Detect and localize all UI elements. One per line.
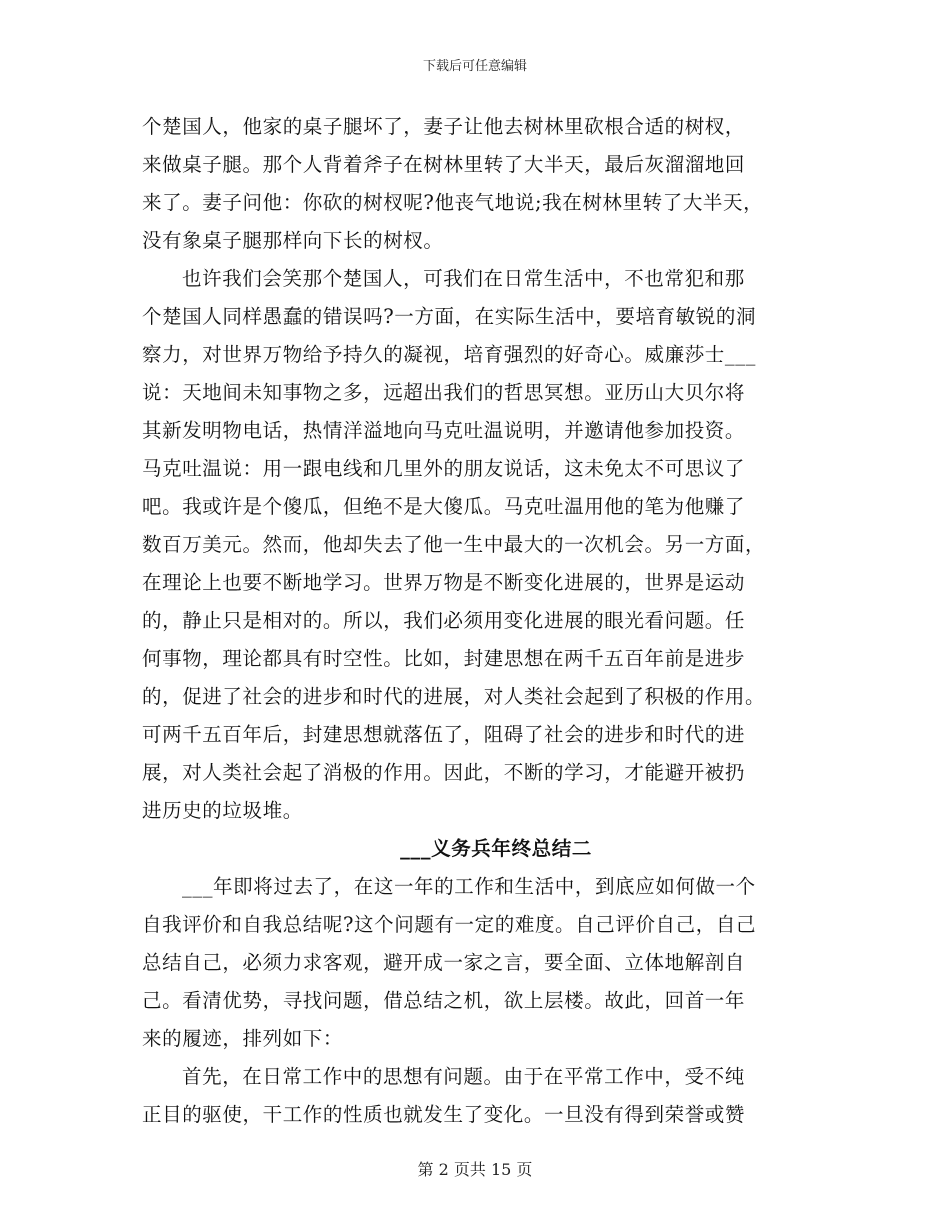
text-line: 没有象桌子腿那样向下长的树杈。 — [142, 229, 444, 252]
text-line: 在理论上也要不断地学习。世界万物是不断变化进展的，世界是运动 — [142, 571, 746, 594]
page-footer: 第 2 页共 15 页 — [417, 1160, 533, 1179]
text-line: 察力，对世界万物给予持久的凝视，培育强烈的好奇心。威廉莎士___ — [142, 343, 756, 366]
text-line: 来了。妻子问他：你砍的树杈呢?他丧气地说;我在树林里转了大半天， — [142, 191, 764, 214]
text-line: 的，促进了社会的进步和时代的进展，对人类社会起到了积极的作用。 — [142, 685, 766, 708]
text-line: 其新发明物电话，热情洋溢地向马克吐温说明，并邀请他参加投资。 — [142, 419, 746, 442]
text-line: 何事物，理论都具有时空性。比如，封建思想在两千五百年前是进步 — [142, 647, 746, 670]
text-line: 说：天地间未知事物之多，远超出我们的哲思冥想。亚历山大贝尔将 — [142, 381, 746, 404]
text-line: 自我评价和自我总结呢?这个问题有一定的难度。自己评价自己，自己 — [142, 913, 757, 936]
text-line: 进历史的垃圾堆。 — [142, 799, 303, 822]
text-line: 可两千五百年后，封建思想就落伍了，阻碍了社会的进步和时代的进 — [142, 723, 746, 746]
text-line: 数百万美元。然而，他却失去了他一生中最大的一次机会。另一方面， — [142, 533, 766, 556]
text-line: 总结自己，必须力求客观，避开成一家之言，要全面、立体地解剖自 — [142, 951, 746, 974]
text-line: 展，对人类社会起了消极的作用。因此，不断的学习，才能避开被扔 — [142, 761, 746, 784]
text-line: 己。看清优势，寻找问题，借总结之机，欲上层楼。故此，回首一年 — [142, 989, 746, 1012]
text-line: 正目的驱使，干工作的性质也就发生了变化。一旦没有得到荣誉或赞 — [142, 1103, 746, 1126]
text-line: 马克吐温说：用一跟电线和几里外的朋友说话，这未免太不可思议了 — [142, 457, 746, 480]
section-heading: ___义务兵年终总结二 — [400, 837, 592, 860]
text-line: 个楚国人，他家的桌子腿坏了，妻子让他去树林里砍根合适的树杈， — [142, 115, 746, 138]
page-header: 下载后可任意编辑 — [422, 59, 527, 74]
text-line: 来做桌子腿。那个人背着斧子在树林里转了大半天，最后灰溜溜地回 — [142, 153, 746, 176]
document-body — [142, 108, 810, 1134]
text-line: 吧。我或许是个傻瓜，但绝不是大傻瓜。马克吐温用他的笔为他赚了 — [142, 495, 746, 518]
text-line: ___年即将过去了，在这一年的工作和生活中，到底应如何做一个 — [182, 875, 756, 898]
text-line: 首先，在日常工作中的思想有问题。由于在平常工作中，受不纯 — [182, 1065, 745, 1088]
text-line: 也许我们会笑那个楚国人，可我们在日常生活中，不也常犯和那 — [182, 267, 745, 290]
text-line: 个楚国人同样愚蠢的错误吗?一方面，在实际生活中，要培育敏锐的洞 — [142, 305, 757, 328]
text-line: 的，静止只是相对的。所以，我们必须用变化进展的眼光看问题。任 — [142, 609, 746, 632]
text-line: 来的履迹，排列如下： — [142, 1027, 344, 1050]
